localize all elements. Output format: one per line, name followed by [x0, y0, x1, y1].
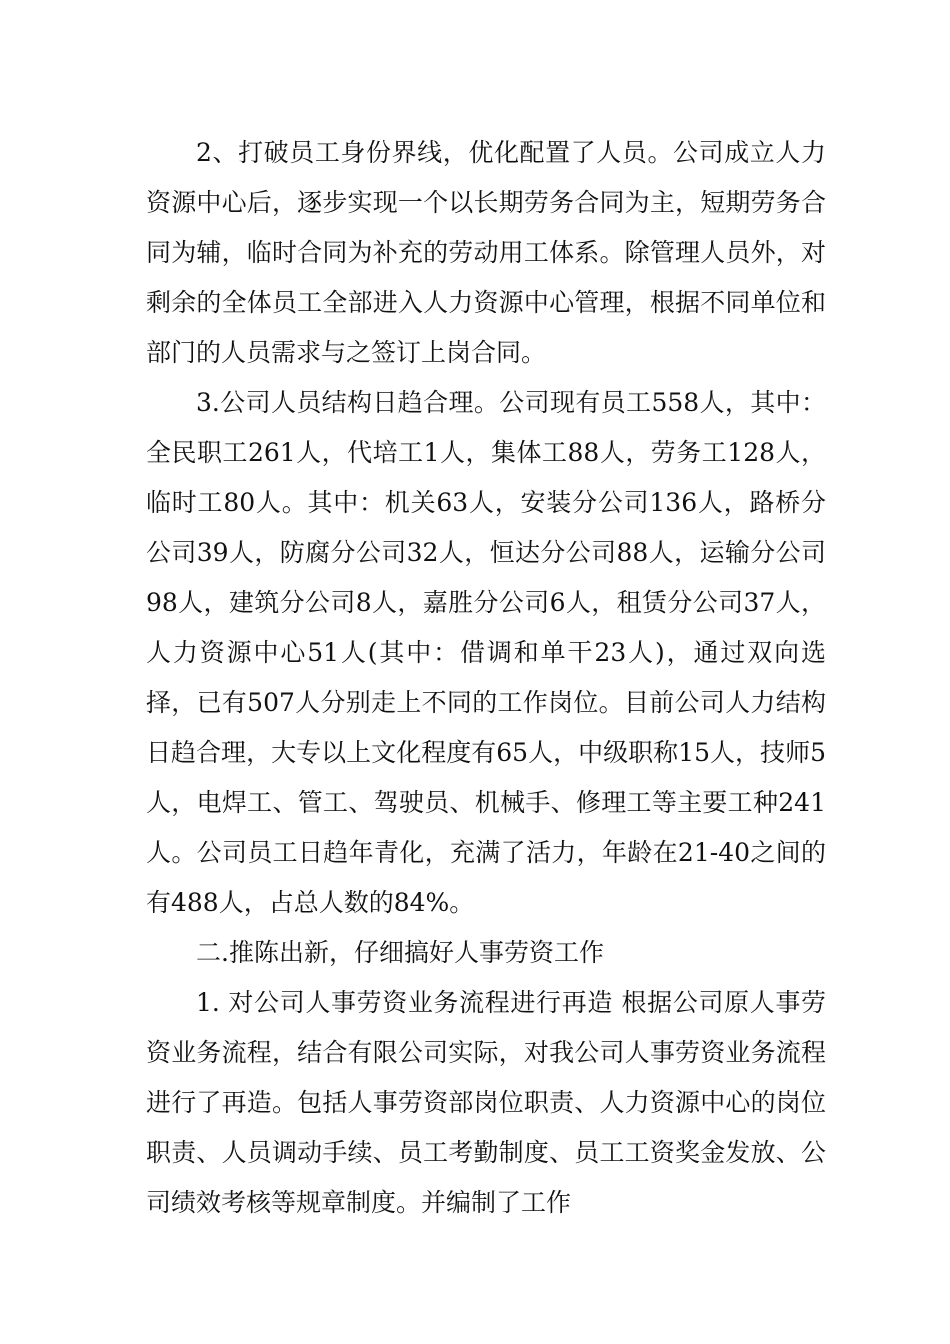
paragraph-personnel-structure: 3.公司人员结构日趋合理。公司现有员工558人，其中：全民职工261人，代培工1人，集体工88人，劳务工128人，临时工80人。其中：机关63人，安装分公司136人，路桥分公司39人，防腐分公司32人，恒达分公司88人，运输分公司98人，建筑分公司8人，嘉胜分公司6人，租赁分公司37人，人力资源中心51人(其中：借调和单干23人)，通过双向选择，已有507人分别走上不同的工作岗位。目前公司人力结构日趋合理，大专以上文化程度有65人，中级职称15人，技师5人，电焊工、管工、驾驶员、机械手、修理工等主要工种241人。公司员工日趋年青化，充满了活力，年龄在21-40之间的有488人，占总人数的84%。 — [146, 388, 826, 917]
paragraph-process-reengineering: 1. 对公司人事劳资业务流程进行再造 根据公司原人事劳资业务流程，结合有限公司实际，对我公司人事劳资业务流程进行了再造。包括人事劳资部岗位职责、人力资源中心的岗位职责、人员调动手续、员工考勤制度、员工工资奖金发放、公司绩效考核等规章制度。并编制了工作 — [146, 988, 826, 1217]
section-heading-hr-work: 二.推陈出新，仔细搞好人事劳资工作 — [196, 938, 604, 967]
paragraph-staffing-optimization: 2、打破员工身份界线，优化配置了人员。公司成立人力资源中心后，逐步实现一个以长期劳务合同为主，短期劳务合同为辅，临时合同为补充的劳动用工体系。除管理人员外，对剩余的全体员工全部进入人力资源中心管理，根据不同单位和部门的人员需求与之签订上岗合同。 — [146, 138, 826, 367]
document-body — [146, 128, 826, 1228]
